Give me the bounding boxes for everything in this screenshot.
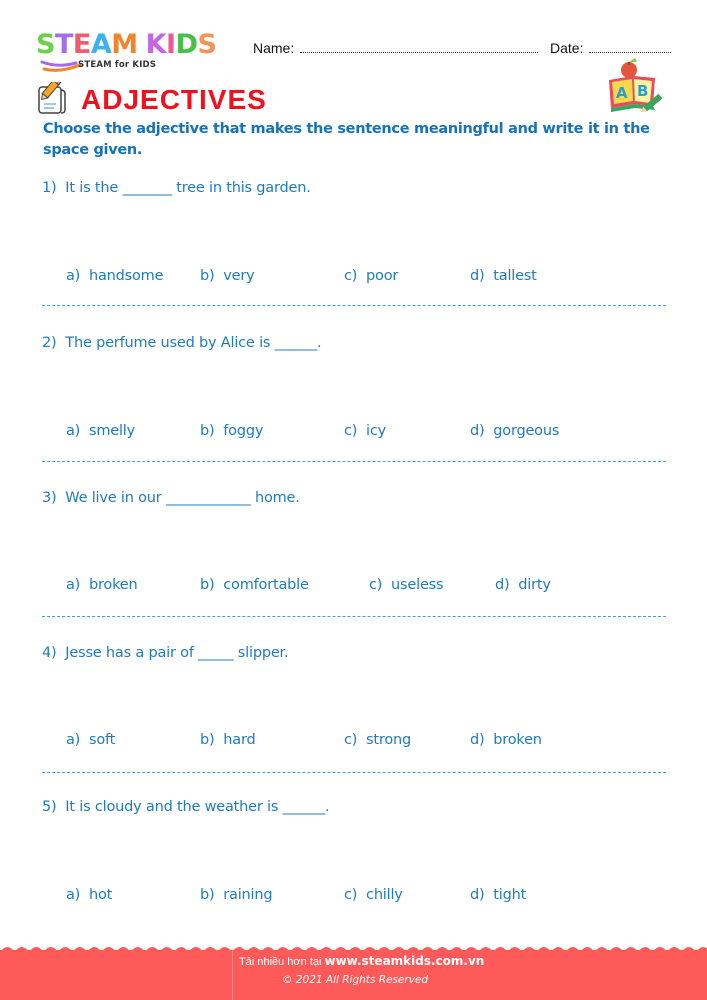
option-d[interactable]: d) broken [470, 732, 542, 748]
divider [42, 461, 666, 462]
option-c[interactable]: c) useless [369, 577, 444, 593]
logo-tagline: STEAM for KIDS [78, 60, 157, 70]
question-text: 3) We live in our ____________ home. [42, 490, 300, 506]
option-a[interactable]: a) hot [66, 887, 113, 903]
option-c[interactable]: c) icy [344, 423, 387, 439]
option-d[interactable]: d) tight [470, 887, 527, 903]
option-b[interactable]: b) foggy [200, 423, 264, 439]
website-link[interactable]: www.steamkids.com.vn [324, 954, 485, 968]
option-b[interactable]: b) very [200, 268, 255, 284]
swoosh-icon [40, 60, 82, 74]
date-label: Date: [550, 40, 584, 56]
instructions: Choose the adjective that makes the sentence meaningful and write it in the space given. [43, 121, 650, 158]
date-blank[interactable] [589, 43, 671, 53]
option-a[interactable]: a) handsome [66, 268, 164, 284]
logo-letter: M [111, 29, 138, 60]
footer-divider [232, 950, 233, 1000]
logo-letter: A [90, 29, 112, 60]
download-prefix: Tải nhiều hơn tại [239, 956, 325, 968]
copyright: © 2021 All Rights Reserved [282, 974, 429, 986]
option-c[interactable]: c) chilly [344, 887, 403, 903]
logo-letter: D [175, 29, 198, 60]
svg-text:A: A [616, 84, 628, 102]
option-b[interactable]: b) hard [200, 732, 256, 748]
option-a[interactable]: a) soft [66, 732, 116, 748]
question-text: 2) The perfume used by Alice is ______. [42, 335, 322, 351]
question-text: 1) It is the _______ tree in this garden. [42, 180, 311, 196]
option-b[interactable]: b) raining [200, 887, 273, 903]
logo-letter: S [197, 29, 217, 60]
svg-text:B: B [637, 82, 649, 100]
date-field[interactable] [550, 40, 671, 56]
option-b[interactable]: b) comfortable [200, 577, 309, 593]
question-text: 5) It is cloudy and the weather is ______. [42, 799, 330, 815]
option-d[interactable]: d) tallest [470, 268, 537, 284]
name-field[interactable] [253, 40, 538, 56]
footer-download [239, 954, 484, 968]
logo-letter: S [36, 29, 55, 60]
name-blank[interactable] [300, 43, 538, 53]
divider [42, 772, 666, 773]
option-a[interactable]: a) broken [66, 577, 138, 593]
option-a[interactable]: a) smelly [66, 423, 135, 439]
divider [42, 616, 666, 617]
option-d[interactable]: d) dirty [495, 577, 551, 593]
option-c[interactable]: c) strong [344, 732, 411, 748]
logo-wordmark [36, 30, 216, 60]
worksheet-title: ADJECTIVES [81, 84, 267, 115]
question-text: 4) Jesse has a pair of _____ slipper. [42, 645, 289, 661]
logo-letter: E [72, 29, 91, 60]
steam-kids-logo [36, 30, 236, 74]
abc-book-icon [605, 58, 665, 114]
option-c[interactable]: c) poor [344, 268, 399, 284]
logo-letter: K [145, 29, 167, 60]
logo-letter: I [166, 29, 176, 60]
logo-letter: T [54, 29, 73, 60]
pencil-paper-icon [36, 82, 70, 116]
name-label: Name: [253, 40, 295, 56]
option-d[interactable]: d) gorgeous [470, 423, 560, 439]
divider [42, 305, 666, 306]
